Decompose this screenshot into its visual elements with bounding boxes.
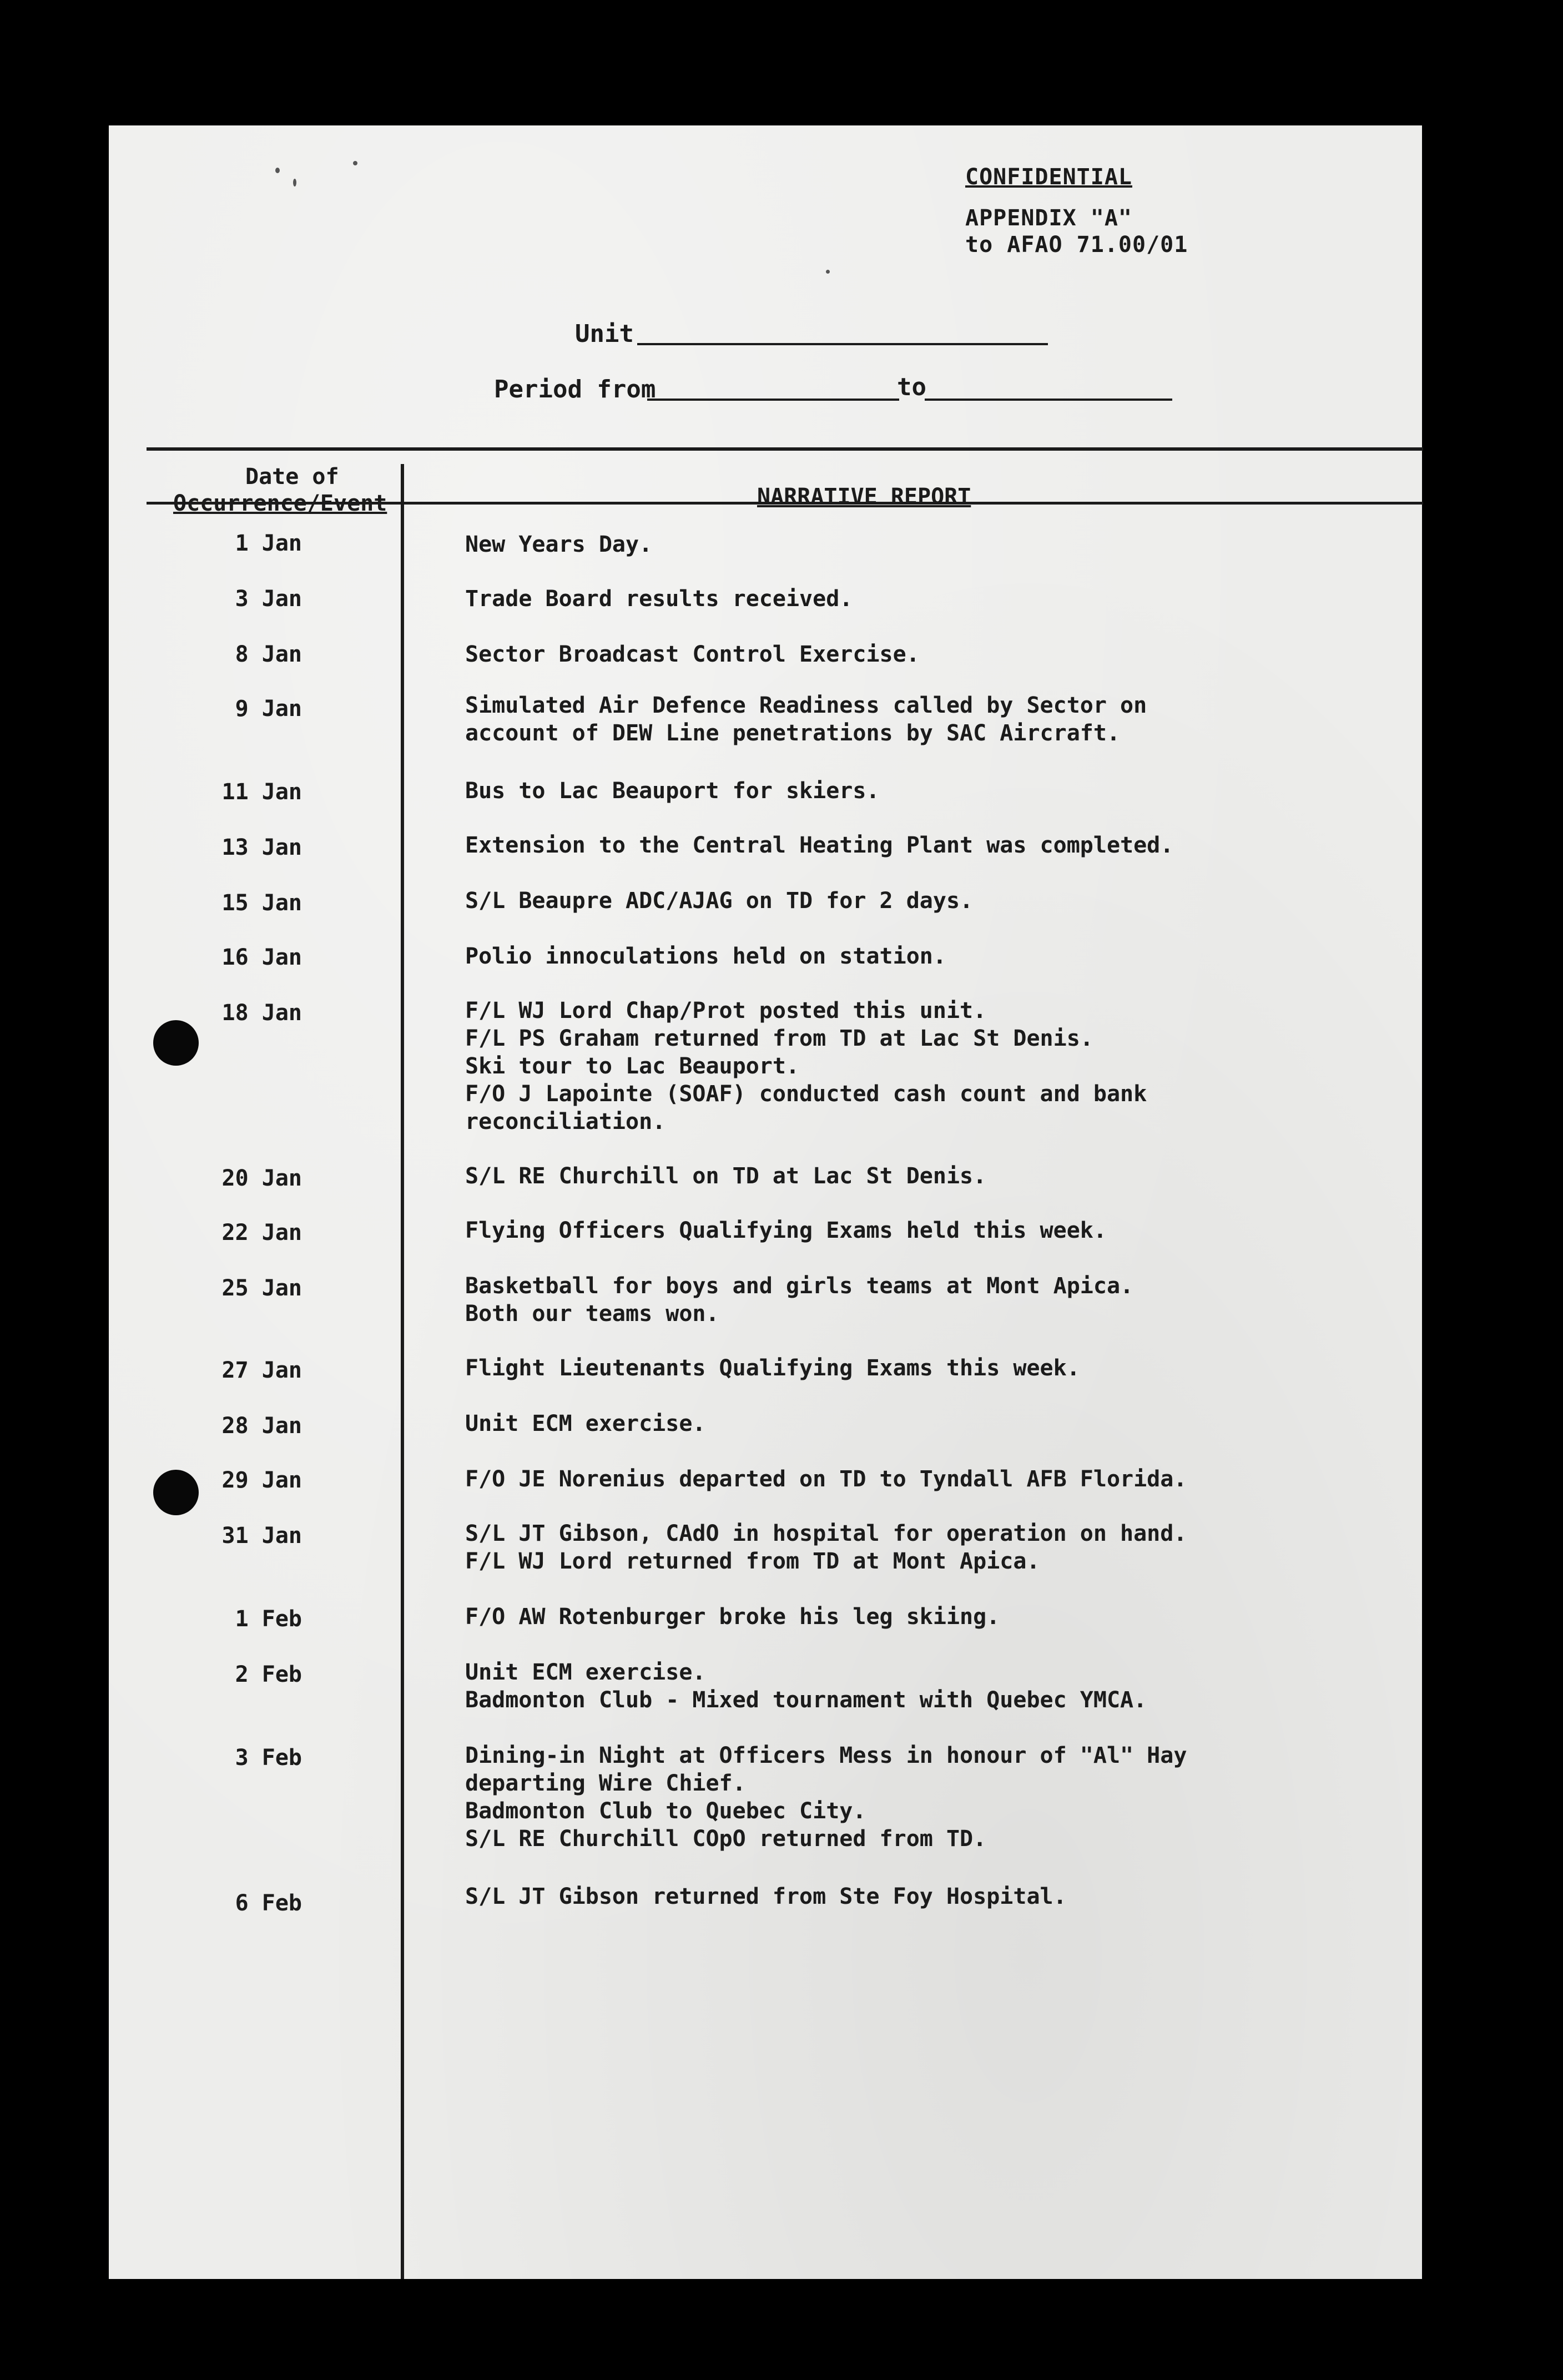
entry-narrative (465, 1465, 1409, 1493)
narrative-line: Unit ECM exercise. (465, 1660, 706, 1685)
narrative-line: reconciliation. (465, 1109, 666, 1134)
entry-narrative (465, 1603, 1409, 1631)
entry-narrative (465, 1354, 1409, 1382)
entry-narrative (465, 1217, 1409, 1244)
narrative-line: Badmonton Club - Mixed tournament with Quebec YMCA. (465, 1687, 1147, 1713)
narrative-line: F/L PS Graham returned from TD at Lac St Denis. (465, 1026, 1093, 1051)
narrative-line: Sector Broadcast Control Exercise. (465, 642, 920, 667)
entry-date: 28 Jan (221, 1413, 302, 1439)
narrative-line: Unit ECM exercise. (465, 1411, 706, 1436)
narrative-line: New Years Day. (465, 532, 653, 557)
narrative-line: Simulated Air Defence Readiness called by Sector on (465, 693, 1147, 718)
dust-speck (353, 161, 357, 165)
appendix-label: APPENDIX "A" (965, 205, 1132, 231)
entry-date: 13 Jan (221, 835, 302, 860)
entry-date: 2 Feb (235, 1662, 302, 1687)
entry-date: 31 Jan (221, 1523, 302, 1549)
date-column-header-line1: Date of (245, 464, 339, 490)
unit-blank-line (637, 343, 1048, 345)
entry-narrative (465, 831, 1409, 859)
entry-date: 20 Jan (221, 1166, 302, 1191)
dust-speck (275, 168, 280, 173)
period-to-label: to (897, 373, 926, 401)
entry-date: 18 Jan (221, 1000, 302, 1026)
narrative-line: S/L Beaupre ADC/AJAG on TD for 2 days. (465, 888, 974, 914)
narrative-line: Both our teams won. (465, 1301, 719, 1327)
narrative-line: Basketball for boys and girls teams at Mont Apica. (465, 1273, 1134, 1299)
entry-date: 1 Jan (235, 531, 302, 556)
entry-date: 3 Feb (235, 1745, 302, 1771)
confidential-marking: CONFIDENTIAL (965, 164, 1132, 190)
dust-speck (826, 270, 830, 274)
entry-narrative (465, 531, 1409, 558)
entry-narrative (465, 1883, 1409, 1910)
entry-date: 1 Feb (235, 1606, 302, 1632)
narrative-line: Flight Lieutenants Qualifying Exams this week. (465, 1355, 1080, 1381)
narrative-line: departing Wire Chief. (465, 1771, 746, 1796)
narrative-line: Ski tour to Lac Beauport. (465, 1053, 800, 1079)
entry-narrative (465, 777, 1409, 805)
entry-date: 27 Jan (221, 1358, 302, 1383)
narrative-line: S/L RE Churchill COpO returned from TD. (465, 1826, 987, 1852)
narrative-line: F/O JE Norenius departed on TD to Tyndall AFB Florida. (465, 1466, 1187, 1492)
narrative-line: Trade Board results received. (465, 586, 853, 612)
entry-narrative (465, 641, 1409, 668)
narrative-line: Flying Officers Qualifying Exams held this week. (465, 1218, 1107, 1243)
narrative-line: F/L WJ Lord returned from TD at Mont Apica. (465, 1549, 1040, 1574)
narrative-line: account of DEW Line penetrations by SAC Aircraft. (465, 720, 1121, 746)
entry-narrative (465, 1410, 1409, 1438)
entry-date: 9 Jan (235, 696, 302, 722)
entry-date: 3 Jan (235, 586, 302, 612)
entry-narrative (465, 1742, 1409, 1853)
entry-date: 6 Feb (235, 1890, 302, 1916)
entry-date: 29 Jan (221, 1468, 302, 1493)
column-divider (401, 464, 404, 2279)
narrative-line: F/O J Lapointe (SOAF) conducted cash count and bank (465, 1081, 1147, 1107)
entry-narrative (465, 1520, 1409, 1575)
entry-date: 22 Jan (221, 1220, 302, 1246)
period-from-blank-line (647, 399, 899, 401)
period-to-blank-line (925, 399, 1172, 401)
entry-narrative (465, 887, 1409, 915)
narrative-line: Bus to Lac Beauport for skiers. (465, 778, 880, 804)
unit-label: Unit (575, 320, 634, 348)
narrative-line: F/O AW Rotenburger broke his leg skiing. (465, 1604, 1000, 1630)
entry-narrative (465, 585, 1409, 613)
narrative-line: Polio innoculations held on station. (465, 944, 946, 969)
punch-hole (153, 1020, 199, 1066)
narrative-line: S/L JT Gibson, CAdO in hospital for operation on hand. (465, 1521, 1187, 1546)
entry-narrative (465, 1272, 1409, 1328)
entry-narrative (465, 692, 1409, 747)
entry-narrative (465, 997, 1409, 1136)
period-from-label: Period from (494, 375, 656, 404)
narrative-line: S/L JT Gibson returned from Ste Foy Hospital. (465, 1884, 1067, 1909)
narrative-line: S/L RE Churchill on TD at Lac St Denis. (465, 1163, 987, 1189)
entry-date: 25 Jan (221, 1275, 302, 1301)
entry-narrative (465, 1162, 1409, 1190)
entry-date: 8 Jan (235, 642, 302, 667)
afao-reference: to AFAO 71.00/01 (965, 232, 1188, 258)
entry-date: 16 Jan (221, 945, 302, 970)
entry-date: 11 Jan (221, 779, 302, 805)
dust-speck (293, 179, 296, 186)
entry-date: 15 Jan (221, 890, 302, 916)
entry-narrative (465, 942, 1409, 970)
narrative-line: F/L WJ Lord Chap/Prot posted this unit. (465, 998, 987, 1023)
narrative-line: Dining-in Night at Officers Mess in honour of "Al" Hay (465, 1743, 1187, 1768)
narrative-line: Badmonton Club to Quebec City. (465, 1798, 866, 1824)
narrative-column-header: NARRATIVE REPORT (757, 484, 971, 510)
narrative-line: Extension to the Central Heating Plant was completed. (465, 833, 1174, 858)
entry-narrative (465, 1658, 1409, 1714)
date-column-header-line2: Occurrence/Event (173, 491, 387, 516)
table-top-rule (147, 447, 1423, 451)
